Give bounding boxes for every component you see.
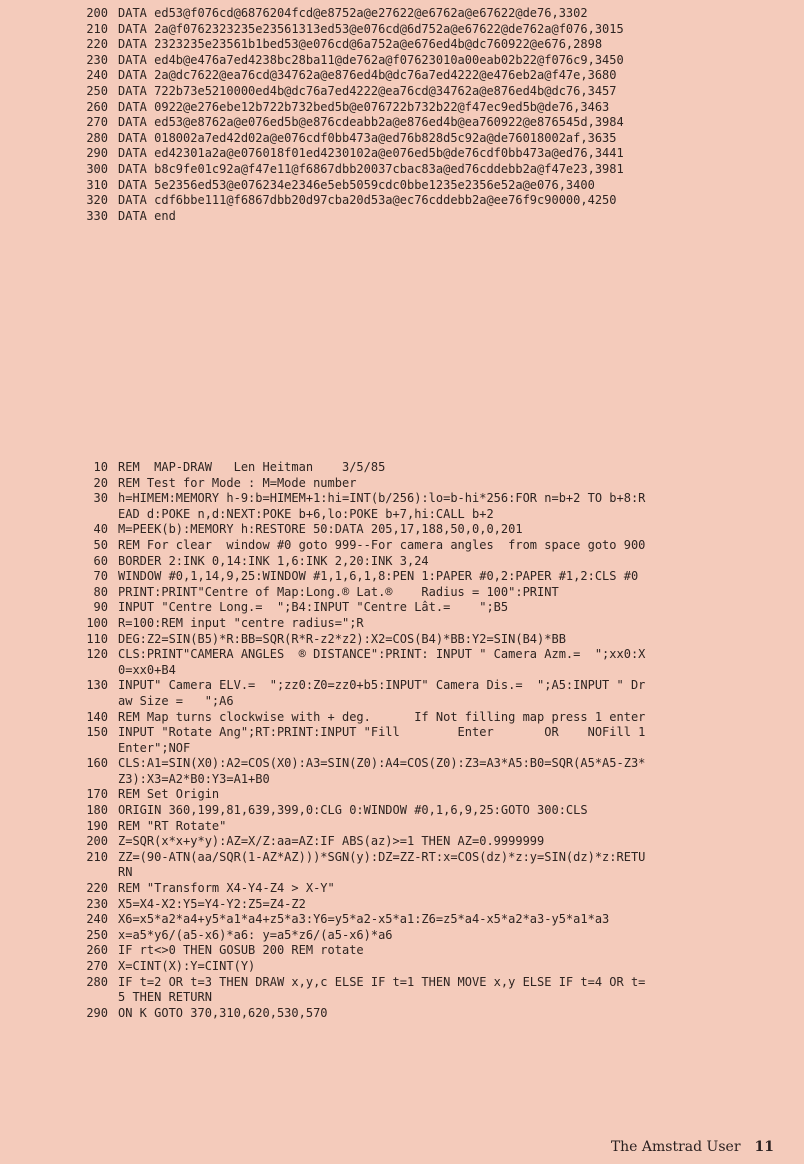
line-code: DATA 018002a7ed42d02a@e076cdf0bb473a@ed76b828d5c92a@de76018002af,3635: [118, 130, 617, 145]
listing-line: [76, 959, 676, 975]
line-number: 330: [86, 208, 108, 223]
line-number: 80: [93, 584, 108, 599]
line-code: REM For clear window #0 goto 999--For camera angles from space goto 900: [118, 537, 646, 552]
line-code: X6=x5*a2*a4+y5*a1*a4+z5*a3:Y6=y5*a2-x5*a1:Z6=z5*a4-x5*a2*a3-y5*a1*a3: [118, 912, 610, 927]
line-code: INPUT "Centre Long.= ";B4:INPUT "Centre Lât.= ";B5: [118, 600, 509, 615]
line-number: 310: [86, 177, 108, 192]
listing-line: [76, 616, 676, 632]
page-footer: [611, 1139, 774, 1155]
line-number: 180: [86, 803, 108, 818]
listing-line: [76, 600, 676, 616]
line-code: x=a5*y6/(a5-x6)*a6: y=a5*z6/(a5-x6)*a6: [118, 927, 393, 942]
line-number: 290: [86, 146, 108, 161]
line-number: 100: [86, 615, 108, 630]
listing-line: [76, 554, 676, 570]
line-code: ON K GOTO 370,310,620,530,570: [118, 1005, 328, 1020]
line-number: 280: [86, 130, 108, 145]
listing-line: [76, 178, 676, 194]
line-code: IF rt<>0 THEN GOSUB 200 REM rotate: [118, 943, 364, 958]
listing-line: [76, 912, 676, 928]
listing-line: [76, 647, 676, 678]
line-number: 210: [86, 21, 108, 36]
line-number: 60: [93, 553, 108, 568]
listing-line: [76, 819, 676, 835]
listing-line: [76, 585, 676, 601]
line-number: 230: [86, 52, 108, 67]
listing-line: [76, 53, 676, 69]
line-number: 110: [86, 631, 108, 646]
line-code: DATA ed42301a2a@e076018f01ed4230102a@e076ed5b@de76cdf0bb473a@ed76,3441: [118, 146, 624, 161]
listing-line: [76, 928, 676, 944]
listing-line: [76, 522, 676, 538]
listing-line: [76, 850, 676, 881]
line-code: PRINT:PRINT"Centre of Map:Long.® Lat.® Radius = 100":PRINT: [118, 584, 559, 599]
listing-line: [76, 491, 676, 522]
listing-line: [76, 146, 676, 162]
line-number: 250: [86, 83, 108, 98]
line-code: DATA ed53@f076cd@6876204fcd@e8752a@e27622@e6762a@e67622@de76,3302: [118, 6, 588, 20]
line-number: 300: [86, 161, 108, 176]
magazine-name: The Amstrad User: [610, 1139, 741, 1155]
page-number: 11: [754, 1139, 774, 1155]
listing-line: [76, 787, 676, 803]
line-code: REM "RT Rotate": [118, 818, 227, 833]
line-number: 210: [86, 849, 108, 864]
line-code: REM Test for Mode : M=Mode number: [118, 475, 357, 490]
listing-line: [76, 131, 676, 147]
line-number: 140: [86, 709, 108, 724]
line-code: ZZ=(90-ATN(aa/SQR(1-AZ*AZ)))*SGN(y):DZ=ZZ-RT:x=COS(dz)*z:y=SIN(dz)*z:RETURN: [118, 849, 646, 880]
line-number: 20: [93, 475, 108, 490]
line-code: ORIGIN 360,199,81,639,399,0:CLG 0:WINDOW #0,1,6,9,25:GOTO 300:CLS: [118, 803, 588, 818]
listing-line: [76, 975, 676, 1006]
listing-line: [76, 460, 676, 476]
line-code: DATA end: [118, 208, 176, 223]
listing-line: [76, 209, 676, 225]
line-code: DATA 0922@e276ebe12b722b732bed5b@e076722b732b22@f47ec9ed5b@de76,3463: [118, 99, 610, 114]
line-code: DATA 5e2356ed53@e076234e2346e5eb5059cdc0bbe1235e2356e52a@e076,3400: [118, 177, 595, 192]
line-number: 230: [86, 896, 108, 911]
line-number: 70: [93, 569, 108, 584]
line-code: DATA 2a@f0762323235e23561313ed53@e076cd@6d752a@e67622@de762a@f076,3015: [118, 21, 624, 36]
line-number: 240: [86, 68, 108, 83]
listing-line: [76, 193, 676, 209]
line-number: 170: [86, 787, 108, 802]
line-code: R=100:REM input "centre radius=";R: [118, 615, 364, 630]
line-code: DATA 722b73e5210000ed4b@dc76a7ed4222@ea76cd@34762a@e876ed4b@dc76,3457: [118, 83, 617, 98]
line-code: DATA b8c9fe01c92a@f47e11@f6867dbb20037cbac83a@ed76cddebb2a@f47e23,3981: [118, 161, 624, 176]
line-code: INPUT" Camera ELV.= ";zz0:Z0=zz0+b5:INPUT" Camera Dis.= ";A5:INPUT " Draw Size = ";A6: [118, 678, 646, 708]
line-number: 240: [86, 912, 108, 927]
line-code: M=PEEK(b):MEMORY h:RESTORE 50:DATA 205,17,188,50,0,0,201: [118, 522, 523, 537]
line-code: DATA 2323235e23561b1bed53@e076cd@6a752a@e676ed4b@dc760922@e676,2898: [118, 37, 603, 52]
line-number: 160: [86, 756, 108, 771]
line-number: 280: [86, 974, 108, 989]
line-code: X5=X4-X2:Y5=Y4-Y2:Z5=Z4-Z2: [118, 896, 306, 911]
listing-line: [76, 943, 676, 959]
program-listing: [76, 460, 676, 1021]
line-number: 10: [93, 460, 108, 474]
line-code: DATA ed4b@e476a7ed4238bc28ba11@de762a@f07623010a00eab02b22@f076c9,3450: [118, 52, 624, 67]
listing-line: [76, 803, 676, 819]
data-listing: [76, 6, 676, 224]
line-code: DATA ed53@e8762a@e076ed5b@e876cdeabb2a@e876ed4b@ea760922@e876545d,3984: [118, 115, 624, 130]
listing-line: [76, 881, 676, 897]
line-code: BORDER 2:INK 0,14:INK 1,6:INK 2,20:INK 3,24: [118, 553, 429, 568]
line-number: 260: [86, 99, 108, 114]
listing-line: [76, 632, 676, 648]
line-code: X=CINT(X):Y=CINT(Y): [118, 959, 256, 973]
line-code: CLS:A1=SIN(X0):A2=COS(X0):A3=SIN(Z0):A4=COS(Z0):Z3=A3*A5:B0=SQR(A5*A5-Z3*Z3):X3=A2*B0:Y3=A1+B0: [118, 756, 646, 786]
line-number: 250: [86, 927, 108, 942]
listing-line: [76, 569, 676, 585]
line-number: 50: [93, 537, 108, 552]
listing-line: [76, 725, 676, 756]
listing-line: [76, 22, 676, 38]
listing-line: [76, 834, 676, 850]
line-code: DEG:Z2=SIN(B5)*R:BB=SQR(R*R-z2*z2):X2=COS(B4)*BB:Y2=SIN(B4)*BB: [118, 631, 566, 646]
line-code: CLS:PRINT"CAMERA ANGLES ® DISTANCE":PRINT: INPUT " Camera Azm.= ";xx0:X0=xx0+B4: [118, 647, 646, 677]
line-code: DATA 2a@dc7622@ea76cd@34762a@e876ed4b@dc76a7ed4222@e476eb2a@f47e,3680: [118, 68, 617, 83]
line-number: 130: [86, 678, 108, 693]
line-number: 290: [86, 1005, 108, 1020]
line-number: 200: [86, 6, 108, 20]
line-number: 90: [93, 600, 108, 615]
listing-line: [76, 37, 676, 53]
listing-line: [76, 678, 676, 709]
listing-line: [76, 897, 676, 913]
listing-line: [76, 115, 676, 131]
line-number: 190: [86, 818, 108, 833]
listing-line: [76, 538, 676, 554]
line-code: Z=SQR(x*x+y*y):AZ=X/Z:aa=AZ:IF ABS(az)>=1 THEN AZ=0.9999999: [118, 834, 545, 849]
line-number: 120: [86, 647, 108, 662]
line-code: REM MAP-DRAW Len Heitman 3/5/85: [118, 460, 386, 474]
line-number: 40: [93, 522, 108, 537]
listing-line: [76, 68, 676, 84]
line-number: 270: [86, 959, 108, 973]
line-number: 150: [86, 725, 108, 740]
line-code: REM Map turns clockwise with + deg. If Not filling map press 1 enter: [118, 709, 646, 724]
line-number: 320: [86, 193, 108, 208]
listing-line: [76, 756, 676, 787]
listing-line: [76, 100, 676, 116]
line-number: 200: [86, 834, 108, 849]
line-code: h=HIMEM:MEMORY h-9:b=HIMEM+1:hi=INT(b/256):lo=b-hi*256:FOR n=b+2 TO b+8:READ d:POKE n,d:NEXT:POKE b+6,lo:POKE b+7,hi:CALL b+2: [118, 491, 646, 521]
listing-line: [76, 710, 676, 726]
line-number: 270: [86, 115, 108, 130]
line-number: 30: [93, 491, 108, 506]
listing-line: [76, 476, 676, 492]
line-code: REM Set Origin: [118, 787, 220, 802]
line-number: 220: [86, 37, 108, 52]
listing-line: [76, 6, 676, 22]
listing-line: [76, 162, 676, 178]
line-code: REM "Transform X4-Y4-Z4 > X-Y": [118, 881, 335, 896]
line-code: DATA cdf6bbe111@f6867dbb20d97cba20d53a@ec76cddebb2a@ee76f9c90000,4250: [118, 193, 617, 208]
line-number: 220: [86, 881, 108, 896]
listing-line: [76, 1006, 676, 1022]
line-number: 260: [86, 943, 108, 958]
line-code: WINDOW #0,1,14,9,25:WINDOW #1,1,6,1,8:PEN 1:PAPER #0,2:PAPER #1,2:CLS #0: [118, 569, 639, 584]
line-code: INPUT "Rotate Ang";RT:PRINT:INPUT "Fill Enter OR NOFill 1 Enter";NOF: [118, 725, 653, 755]
line-code: IF t=2 OR t=3 THEN DRAW x,y,c ELSE IF t=1 THEN MOVE x,y ELSE IF t=4 OR t=5 THEN RETURN: [118, 974, 646, 1005]
listing-line: [76, 84, 676, 100]
